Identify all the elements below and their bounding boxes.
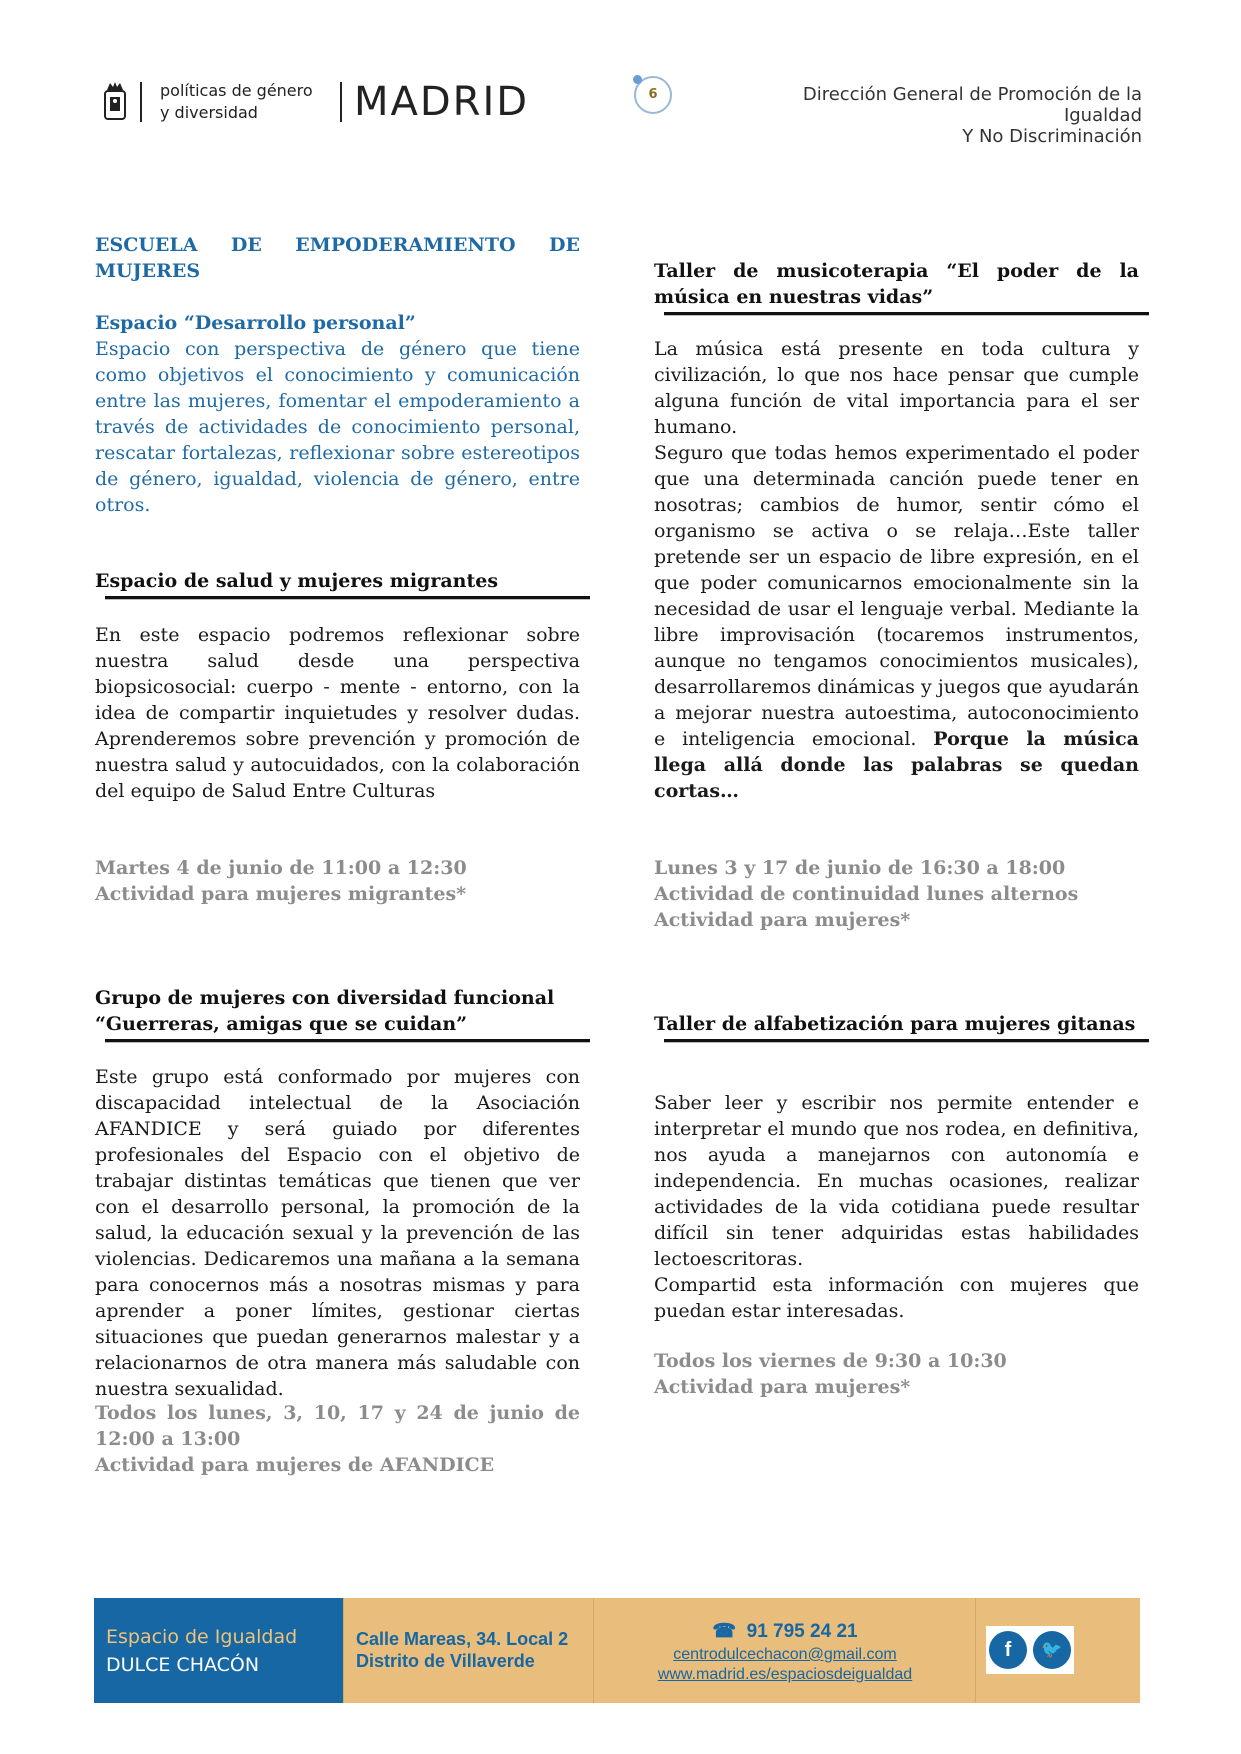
health-schedule: Martes 4 de junio de 11:00 a 12:30 xyxy=(95,857,467,879)
space-title: Espacio “Desarrollo personal” xyxy=(95,312,416,334)
address-line-2: Distrito de Villaverde xyxy=(356,1651,535,1671)
footer-contact xyxy=(593,1598,975,1703)
logo-line-1: políticas de género xyxy=(160,81,313,100)
health-text: En este espacio podremos reflexionar sobre nuestra salud desde una perspectiva biopsicosocial: cuerpo - mente - entorno, con la idea de compartir inquietudes y resolver dudas. Aprenderemos sobre prevención y promoción de nuestra salud y autocuidados, con la colaboración del equipo de Salud Entre Culturas xyxy=(95,624,580,802)
group-title-line-1: Grupo de mujeres con diversidad funcional xyxy=(95,987,555,1009)
group-title-line-2: “Guerreras, amigas que se cuidan” xyxy=(95,1013,468,1035)
footer-social xyxy=(975,1598,1140,1703)
email-link[interactable]: centrodulcechacon@gmail.com xyxy=(673,1646,897,1663)
music-title: Taller de musicoterapia “El poder de la música en nuestras vidas” xyxy=(654,260,1139,308)
page-number: 6 xyxy=(648,87,658,102)
health-audience: Actividad para mujeres migrantes* xyxy=(95,883,467,905)
logo-divider-2 xyxy=(340,82,342,122)
divider xyxy=(105,1039,590,1043)
divider xyxy=(664,1039,1149,1043)
department-name xyxy=(782,84,1142,147)
dept-line-3: Y No Discriminación xyxy=(962,126,1142,147)
literacy-schedule: Todos los viernes de 9:30 a 10:30 xyxy=(654,1350,1007,1372)
group-audience: Actividad para mujeres de AFANDICE xyxy=(95,1454,495,1476)
phone-number[interactable]: 91 795 24 21 xyxy=(746,1621,858,1642)
logo-line-2: y diversidad xyxy=(160,103,258,122)
website-link[interactable]: www.madrid.es/espaciosdeigualdad xyxy=(657,1666,913,1683)
center-name-line-2: DULCE CHACÓN xyxy=(106,1654,260,1676)
twitter-icon[interactable]: 🐦 xyxy=(1033,1631,1071,1669)
phone-row xyxy=(594,1620,976,1643)
center-name-line-1: Espacio de Igualdad xyxy=(106,1626,298,1648)
footer-address xyxy=(343,1598,593,1703)
page-footer xyxy=(94,1598,1140,1703)
dept-line-2: Igualdad xyxy=(1063,105,1142,126)
address-line-1: Calle Mareas, 34. Local 2 xyxy=(356,1629,569,1649)
dept-line-1: Dirección General de Promoción de la xyxy=(802,84,1142,105)
music-frequency: Actividad de continuidad lunes alternos xyxy=(654,883,1079,905)
city-logo: MADRID xyxy=(354,79,530,125)
page-number-badge xyxy=(634,76,672,114)
school-title-line: ESCUELA DE EMPODERAMIENTO DE xyxy=(95,234,580,256)
logo-divider xyxy=(140,82,142,122)
literacy-audience: Actividad para mujeres* xyxy=(654,1376,911,1398)
madrid-crest-icon xyxy=(101,81,129,123)
divider xyxy=(664,312,1149,316)
music-bold-text: Porque la música llega allá donde las palabras se quedan cortas… xyxy=(654,728,1139,802)
space-text: Espacio con perspectiva de género que tiene como objetivos el conocimiento y comunicación entre las mujeres, fomentar el empoderamiento a través de actividades de conocimiento personal, rescatar fortalezas, reflexionar sobre estereotipos de género, igualdad, violencia de género, entre otros. xyxy=(95,338,580,516)
music-schedule: Lunes 3 y 17 de junio de 16:30 a 18:00 xyxy=(654,857,1066,879)
divider xyxy=(105,596,590,600)
group-schedule: Todos los lunes, 3, 10, 17 y 24 de junio de 12:00 a 13:00 xyxy=(95,1402,580,1450)
literacy-text: Saber leer y escribir nos permite entender e interpretar el mundo que nos rodea, en definitiva, nos ayuda a manejarnos con autonomía e independencia. En muchas ocasiones, realizar actividades de la vida cotidiana puede resultar difícil sin tener adquiridas estas habilidades lectoescritoras. xyxy=(654,1092,1139,1270)
school-title: MUJERES xyxy=(95,260,201,282)
phone-icon: ☎ xyxy=(712,1621,737,1642)
group-text: Este grupo está conformado por mujeres con discapacidad intelectual de la Asociación AFANDICE y será guiado por diferentes profesionales del Espacio con el objetivo de trabajar distintas temáticas que tienen que ver con el desarrollo personal, la promoción de la salud, la educación sexual y la prevención de las violencias. Dedicaremos una mañana a la semana para conocernos más a nosotras mismas y para aprender a poner límites, gestionar ciertas situaciones que puedan generarnos malestar y a relacionarnos de otra manera más saludable con nuestra sexualidad. xyxy=(95,1066,580,1400)
logo-text xyxy=(160,80,313,124)
music-audience: Actividad para mujeres* xyxy=(654,909,911,931)
social-box xyxy=(986,1626,1074,1674)
facebook-icon[interactable]: f xyxy=(989,1631,1027,1669)
address-block xyxy=(356,1628,568,1672)
literacy-title: Taller de alfabetización para mujeres gitanas xyxy=(654,1013,1136,1035)
literacy-text-2: Compartid esta información con mujeres que puedan estar interesadas. xyxy=(654,1274,1139,1322)
music-text: La música está presente en toda cultura y civilización, lo que nos hace pensar que cumple alguna función de vital importancia para el ser humano. xyxy=(654,338,1139,438)
page-header xyxy=(0,0,1241,160)
music-text-2: Seguro que todas hemos experimentado el poder que una determinada canción puede tener en nosotras; cambios de humor, sentir cómo el organismo se activa o se relaja…Este taller pretende ser un espacio de libre expresión, en el que poder comunicarnos emocionalmente sin la necesidad de usar el lenguaje verbal. Mediante la libre improvisación (tocaremos instrumentos, aunque no tengamos conocimientos musicales), desarrollaremos dinámicas y juegos que ayudarán a mejorar nuestra autoestima, autoconocimiento e inteligencia emocional. xyxy=(654,442,1139,750)
health-title: Espacio de salud y mujeres migrantes xyxy=(95,570,499,592)
music-text-2-wrap xyxy=(654,440,1139,804)
footer-center-name xyxy=(94,1598,343,1703)
